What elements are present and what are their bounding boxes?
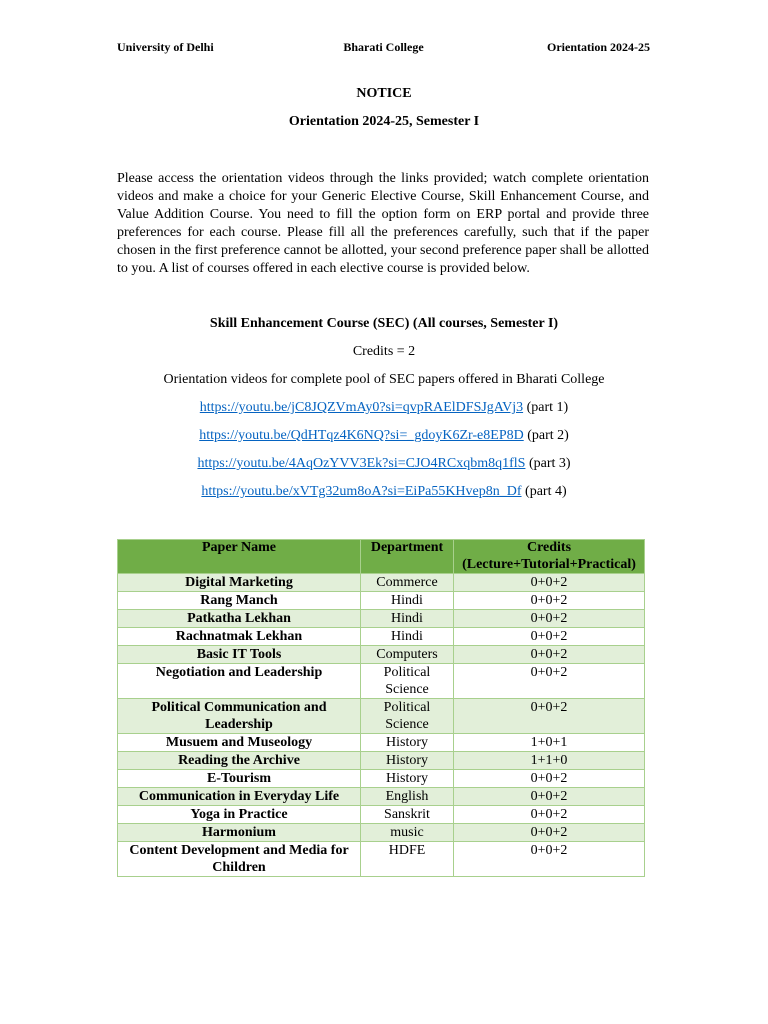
video-part-label: (part 1) <box>526 400 569 415</box>
video-link[interactable]: https://youtu.be/jC8JQZVmAy0?si=qvpRAElDFSJgAVj3 <box>199 400 524 415</box>
department-cell: Hindi <box>361 592 454 610</box>
paper-name-cell: Basic IT Tools <box>118 646 361 664</box>
paper-name-cell: Rachnatmak Lekhan <box>118 628 361 646</box>
column-header-paper-name: Paper Name <box>118 540 361 574</box>
credits-cell: 0+0+2 <box>454 592 645 610</box>
department-cell: History <box>361 770 454 788</box>
department-cell: HDFE <box>361 842 454 877</box>
table-row <box>118 806 645 824</box>
table-row <box>118 664 645 699</box>
table-row <box>118 628 645 646</box>
credits-cell: 0+0+2 <box>454 788 645 806</box>
paper-name-cell: Reading the Archive <box>118 752 361 770</box>
credits-cell: 1+1+0 <box>454 752 645 770</box>
department-cell: Hindi <box>361 628 454 646</box>
sec-title: Skill Enhancement Course (SEC) (All courses, Semester I) <box>209 316 559 331</box>
credits-cell: 0+0+2 <box>454 574 645 592</box>
paper-name-cell: Yoga in Practice <box>118 806 361 824</box>
credits-cell: 1+0+1 <box>454 734 645 752</box>
video-link-line <box>0 428 768 444</box>
paper-name-cell: Content Development and Media for Children <box>118 842 361 877</box>
credits-cell: 0+0+2 <box>454 664 645 699</box>
header-orientation: Orientation 2024-25 <box>547 40 650 54</box>
credits-header-label: Credits <box>526 540 572 555</box>
intro-paragraph: Please access the orientation videos through the links provided; watch complete orientation videos and make a choice for your Generic Elective Course, Skill Enhancement Course, and Value Addition Course. You need to fill the option form on ERP portal and provide three preferences for each course. Please fill all the preferences carefully, such that if the paper chosen in the first preference cannot be allotted, your second preference paper shall be allotted to you. A list of courses offered in each elective course is provided below. <box>117 171 649 276</box>
video-part-label: (part 2) <box>527 428 569 443</box>
paper-name-cell: Musuem and Museology <box>118 734 361 752</box>
department-cell: music <box>361 824 454 842</box>
column-header-credits <box>454 540 645 574</box>
video-link[interactable]: https://youtu.be/4AqOzYVV3Ek?si=CJO4RCxqbm8q1flS <box>197 456 526 471</box>
sec-credits: Credits = 2 <box>352 344 416 359</box>
video-link-line <box>0 484 768 500</box>
video-part-label: (part 4) <box>525 484 567 499</box>
table-row <box>118 770 645 788</box>
paper-name-cell: Rang Manch <box>118 592 361 610</box>
credits-cell: 0+0+2 <box>454 770 645 788</box>
notice-title: NOTICE <box>356 86 412 101</box>
department-cell: Political Science <box>361 664 454 699</box>
video-link-line <box>0 400 768 416</box>
header-university: University of Delhi <box>117 40 214 54</box>
department-cell: Hindi <box>361 610 454 628</box>
table-header-row <box>118 540 645 574</box>
notice-subtitle: Orientation 2024-25, Semester I <box>288 114 480 129</box>
credits-cell: 0+0+2 <box>454 806 645 824</box>
department-cell: Computers <box>361 646 454 664</box>
credits-header-sublabel: (Lecture+Tutorial+Practical) <box>462 556 636 572</box>
paper-name-cell: Political Communication and Leadership <box>118 699 361 734</box>
credits-cell: 0+0+2 <box>454 610 645 628</box>
department-cell: Sanskrit <box>361 806 454 824</box>
video-part-label: (part 3) <box>528 456 571 471</box>
table-row <box>118 752 645 770</box>
department-cell: History <box>361 752 454 770</box>
credits-cell: 0+0+2 <box>454 628 645 646</box>
credits-cell: 0+0+2 <box>454 842 645 877</box>
credits-cell: 0+0+2 <box>454 699 645 734</box>
paper-name-cell: Patkatha Lekhan <box>118 610 361 628</box>
paper-name-cell: Harmonium <box>118 824 361 842</box>
paper-name-cell: Communication in Everyday Life <box>118 788 361 806</box>
table-row <box>118 699 645 734</box>
paper-name-cell: Negotiation and Leadership <box>118 664 361 699</box>
table-row <box>118 646 645 664</box>
video-link-line <box>0 456 768 472</box>
header-college: Bharati College <box>343 40 424 54</box>
table-row <box>118 592 645 610</box>
table-row <box>118 788 645 806</box>
courses-table <box>117 539 645 877</box>
table-row <box>118 734 645 752</box>
page-header <box>117 40 650 60</box>
credits-cell: 0+0+2 <box>454 646 645 664</box>
video-link[interactable]: https://youtu.be/xVTg32um8oA?si=EiPa55KHvep8n_Df <box>201 484 522 499</box>
sec-videos-label: Orientation videos for complete pool of SEC papers offered in Bharati College <box>163 372 605 387</box>
paper-name-cell: E-Tourism <box>118 770 361 788</box>
video-link[interactable]: https://youtu.be/QdHTqz4K6NQ?si=_gdoyK6Zr-e8EP8D <box>199 428 524 443</box>
department-cell: History <box>361 734 454 752</box>
department-cell: Commerce <box>361 574 454 592</box>
table-row <box>118 574 645 592</box>
table-row <box>118 610 645 628</box>
department-cell: Political Science <box>361 699 454 734</box>
table-row <box>118 842 645 877</box>
credits-cell: 0+0+2 <box>454 824 645 842</box>
column-header-department: Department <box>361 540 454 574</box>
table-row <box>118 824 645 842</box>
paper-name-cell: Digital Marketing <box>118 574 361 592</box>
department-cell: English <box>361 788 454 806</box>
